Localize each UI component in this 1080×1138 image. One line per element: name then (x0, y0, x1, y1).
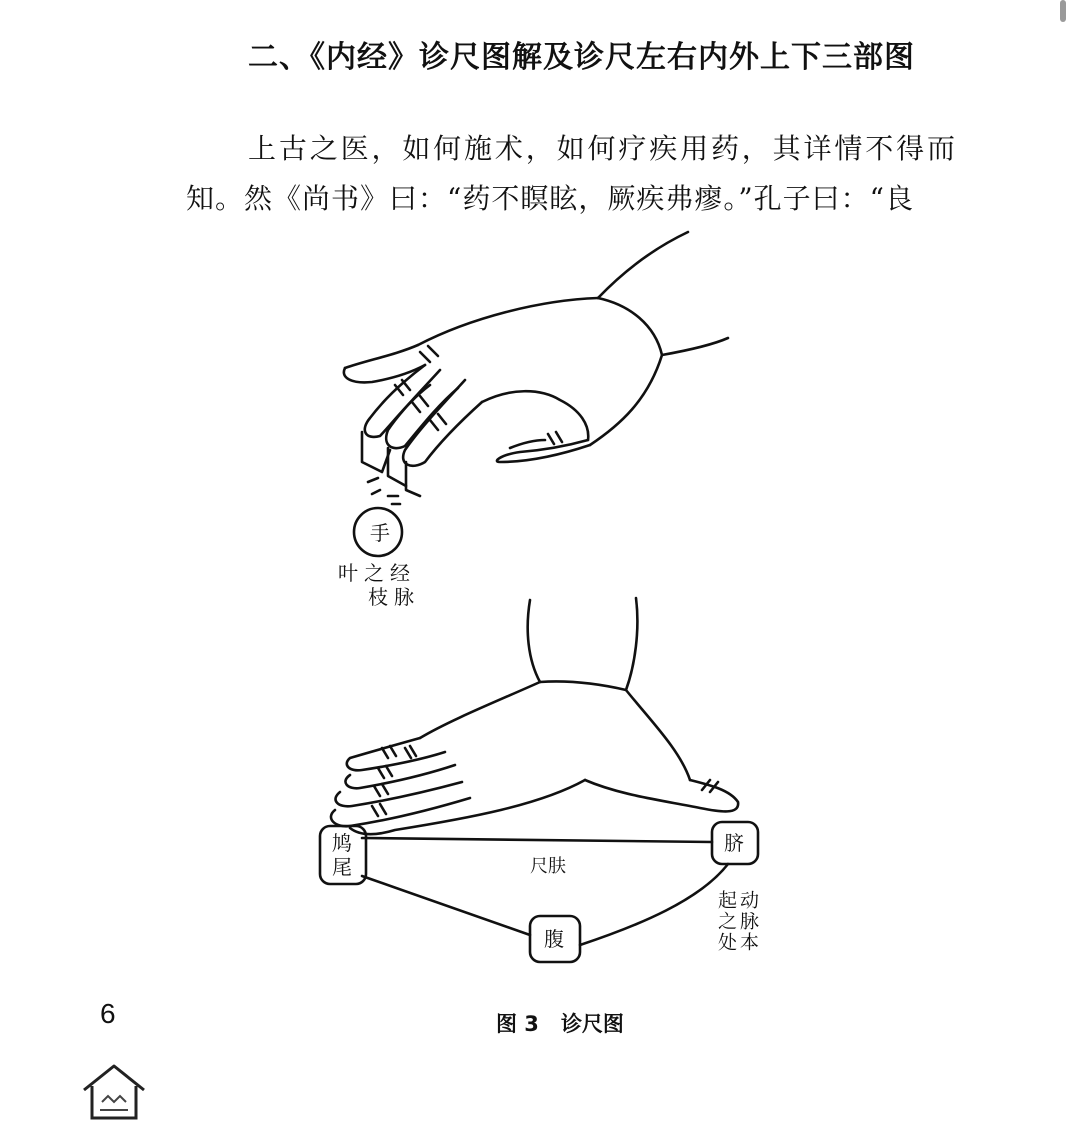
branch-label: 叶之经 (338, 561, 416, 585)
pulse-origin-col-2: 起之处 (715, 890, 737, 953)
abdomen-label: 腹 (544, 927, 564, 951)
chifu-label: 尺肤 (530, 856, 566, 877)
body-paragraph: 上古之医，如何施术，如何疗疾用药，其详情不得而知。然《尚书》曰：“药不瞑眩，厥疾弗瘳。”孔子曰：“良 (186, 132, 956, 215)
navel-label: 脐 (724, 831, 744, 855)
figure-caption (496, 1008, 624, 1038)
branch-label-2: 枝脉 (368, 585, 420, 609)
jiuwei-label-2: 尾 (332, 855, 352, 879)
figure-title: 诊尺图 (560, 1012, 624, 1036)
hand-label: 手 (370, 521, 390, 545)
figure-number: 图 3 (496, 1012, 539, 1036)
section-heading: 二、《内经》诊尺图解及诊尺左右内外上下三部图 (248, 40, 915, 75)
top-hand-drawing (344, 232, 728, 556)
jiuwei-label-1: 鸠 (332, 831, 352, 855)
bottom-hand-drawing (320, 598, 758, 962)
page-number: 6 (100, 998, 116, 1029)
home-icon[interactable] (80, 1062, 148, 1122)
pulse-origin-col-1: 动脉本 (737, 890, 759, 953)
